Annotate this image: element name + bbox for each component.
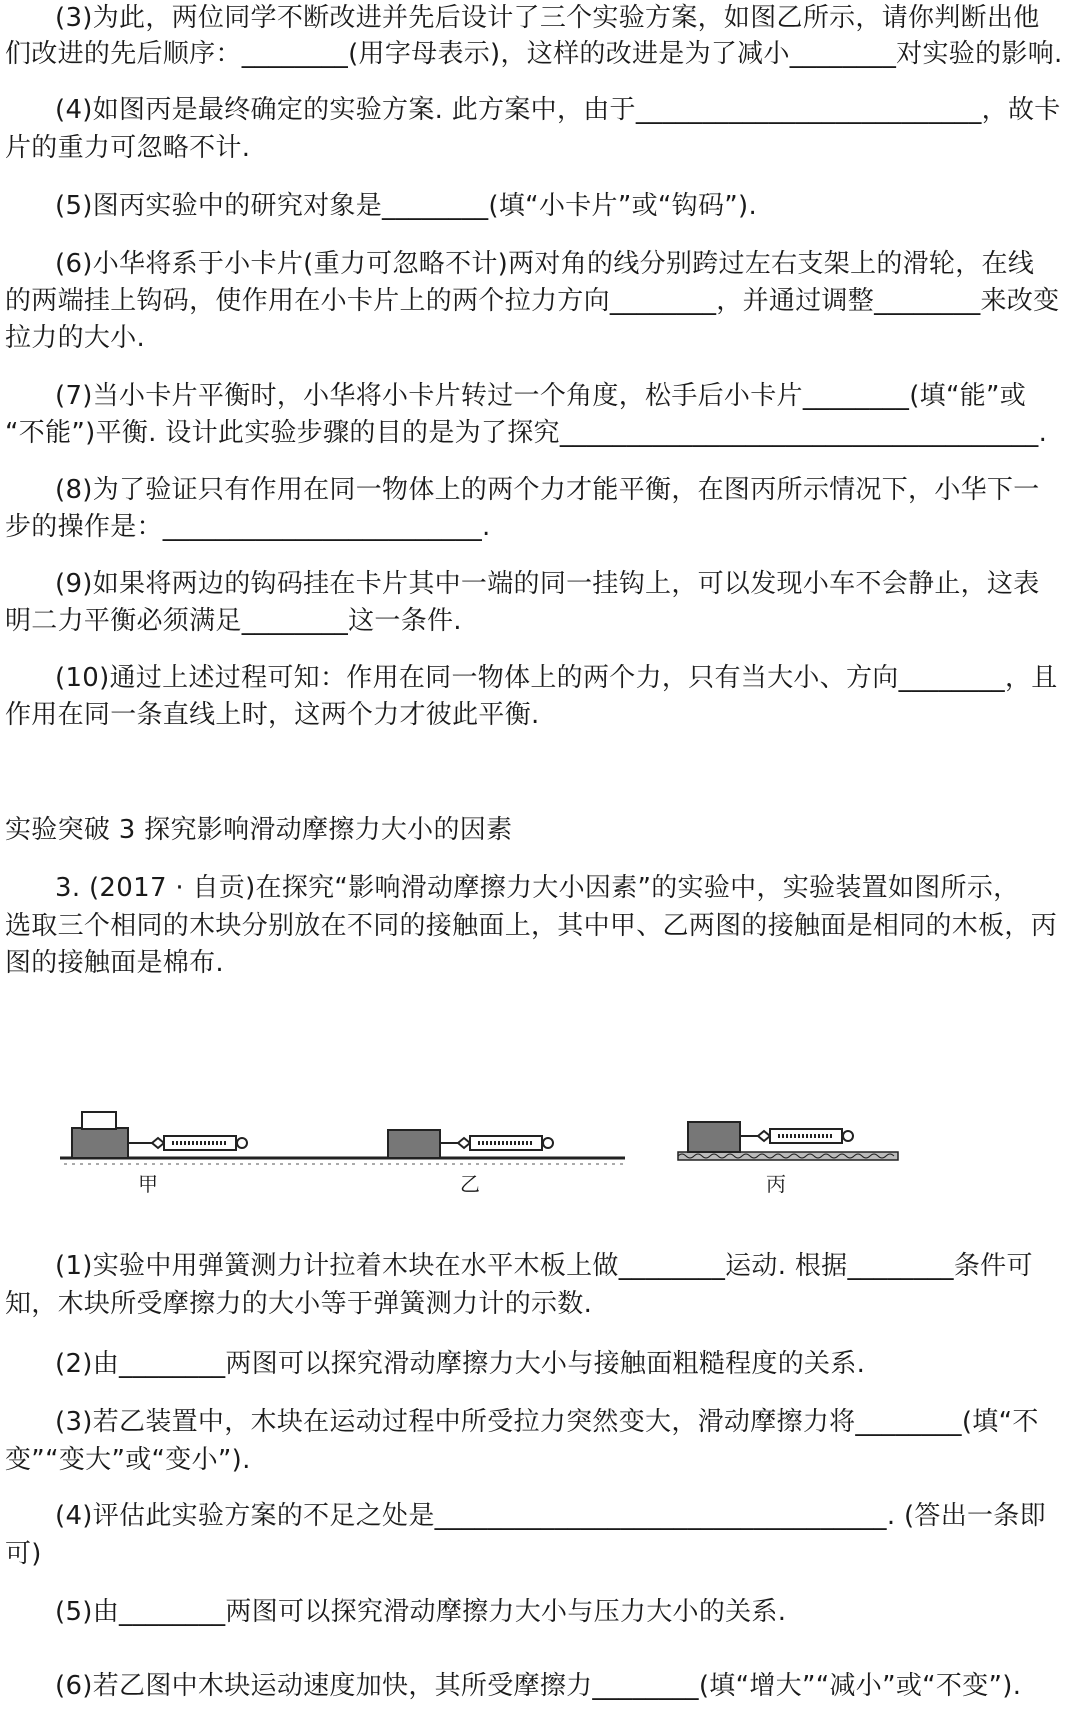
label-jia: 甲 [138, 1172, 158, 1196]
q7-line2: “不能”)平衡. 设计此实验步骤的目的是为了探究____________________________________. [5, 418, 1048, 448]
p3-q3-line1: (3)若乙装置中，木块在运动过程中所受拉力突然变大，滑动摩擦力将________(填“不 [55, 1407, 1039, 1437]
q6-line3: 拉力的大小. [5, 323, 146, 353]
wood-block-jia [72, 1128, 128, 1158]
setup-jia [60, 1112, 360, 1164]
p3-q1-line1: (1)实验中用弹簧测力计拉着木块在水平木板上做________运动. 根据________条件可 [55, 1251, 1033, 1281]
q6-line2: 的两端挂上钩码，使作用在小卡片上的两个拉力方向________，并通过调整________来改变 [5, 286, 1060, 316]
section-heading: 实验突破 3 探究影响滑动摩擦力大小的因素 [5, 815, 513, 845]
q6-line1: (6)小华将系于小卡片(重力可忽略不计)两对角的线分别跨过左右支架上的滑轮，在线 [55, 249, 1035, 279]
q10-line1: (10)通过上述过程可知：作用在同一物体上的两个力，只有当大小、方向________，且 [55, 663, 1058, 693]
q8-line2: 步的操作是：________________________. [5, 512, 491, 542]
setup-bing [678, 1122, 898, 1160]
p3-q4-line2: 可) [5, 1539, 42, 1569]
weight-on-block [82, 1112, 116, 1129]
q4-line2: 片的重力可忽略不计. [5, 133, 251, 163]
q5-line1: (5)图丙实验中的研究对象是________(填“小卡片”或“钩码”). [55, 191, 758, 221]
label-yi: 乙 [460, 1172, 480, 1196]
problem3-line1: 3. (2017 · 自贡)在探究“影响滑动摩擦力大小因素”的实验中，实验装置如图所示， [55, 873, 1020, 903]
problem3-line2: 选取三个相同的木块分别放在不同的接触面上，其中甲、乙两图的接触面是相同的木板，丙 [5, 911, 1058, 941]
wood-block-yi [388, 1130, 440, 1158]
p3-q5-line1: (5)由________两图可以探究滑动摩擦力大小与压力大小的关系. [55, 1597, 787, 1627]
friction-apparatus-diagram [60, 1100, 1000, 1220]
q9-line2: 明二力平衡必须满足________这一条件. [5, 606, 462, 636]
label-bing: 丙 [766, 1172, 786, 1196]
p3-q6-line1: (6)若乙图中木块运动速度加快，其所受摩擦力________(填“增大”“减小”或“不变”). [55, 1671, 1022, 1701]
wood-block-bing [688, 1122, 740, 1152]
cotton-cloth-surface [678, 1152, 898, 1160]
q3-part3-line2: 们改进的先后顺序：________(用字母表示)，这样的改进是为了减小________对实验的影响. [5, 39, 1063, 69]
setup-yi [360, 1130, 625, 1164]
experiment-figure [60, 1100, 1000, 1220]
q8-line1: (8)为了验证只有作用在同一物体上的两个力才能平衡，在图丙所示情况下，小华下一 [55, 475, 1040, 505]
q10-line2: 作用在同一条直线上时，这两个力才彼此平衡. [5, 700, 540, 730]
p3-q1-line2: 知，木块所受摩擦力的大小等于弹簧测力计的示数. [5, 1289, 593, 1319]
q4-line1: (4)如图丙是最终确定的实验方案. 此方案中，由于__________________________，故卡 [55, 95, 1061, 125]
q7-line1: (7)当小卡片平衡时，小华将小卡片转过一个角度，松手后小卡片________(填“能”或 [55, 381, 1027, 411]
problem3-line3: 图的接触面是棉布. [5, 948, 224, 978]
q9-line1: (9)如果将两边的钩码挂在卡片其中一端的同一挂钩上，可以发现小车不会静止，这表 [55, 569, 1040, 599]
p3-q4-line1: (4)评估此实验方案的不足之处是__________________________________. (答出一条即 [55, 1501, 1046, 1531]
p3-q2-line1: (2)由________两图可以探究滑动摩擦力大小与接触面粗糙程度的关系. [55, 1349, 866, 1379]
p3-q3-line2: 变”“变大”或“变小”). [5, 1445, 251, 1475]
q3-part3-line1: (3)为此，两位同学不断改进并先后设计了三个实验方案，如图乙所示，请你判断出他 [55, 3, 1040, 33]
